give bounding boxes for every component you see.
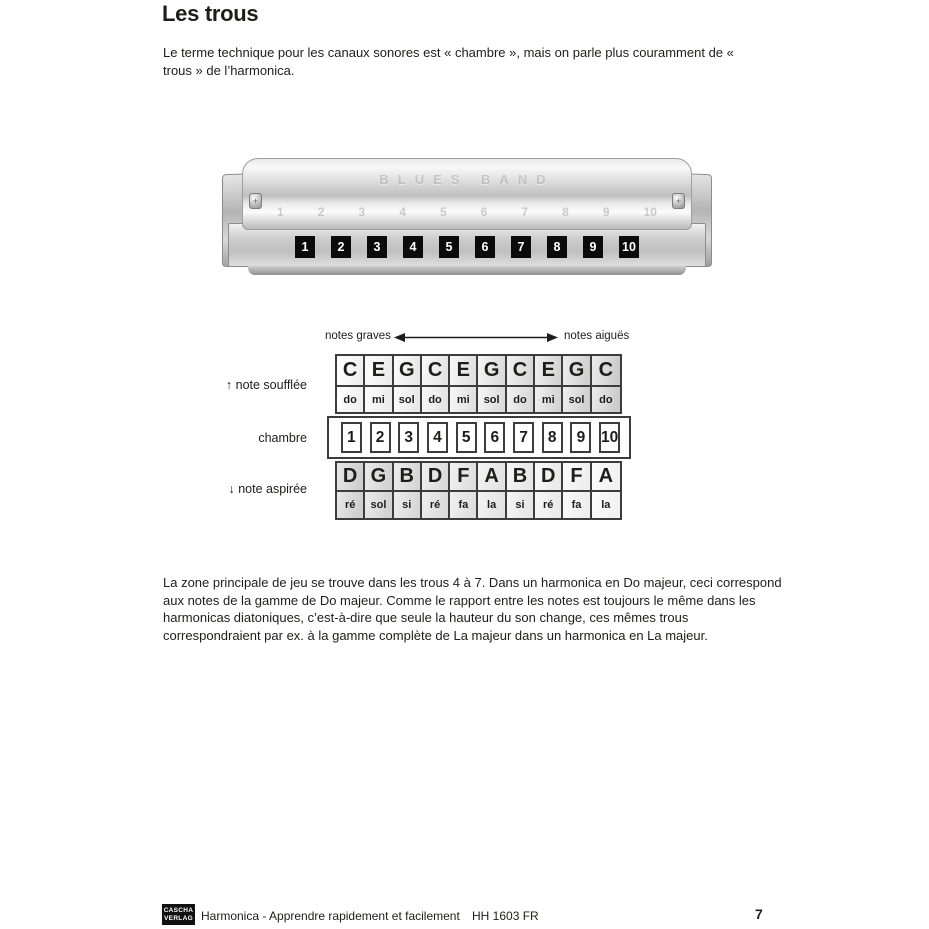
screw-icon: +: [672, 193, 685, 209]
blow-solfege-cell: sol: [563, 387, 591, 412]
publisher-logo-line2: VERLAG: [164, 914, 193, 922]
draw-solfege-cell: ré: [422, 492, 450, 518]
harmonica-embossed-numbers: 1 2 3 4 5 6 7 8 9 10: [277, 205, 657, 219]
draw-note-cell: A: [592, 463, 620, 492]
draw-solfege-cell: sol: [365, 492, 393, 518]
blow-note-cell: G: [563, 356, 591, 387]
draw-note-cell: G: [365, 463, 393, 492]
draw-note-cell: B: [394, 463, 422, 492]
draw-solfege-cell: ré: [337, 492, 365, 518]
blow-solfege-cell: do: [337, 387, 365, 412]
blow-solfege-cell: mi: [535, 387, 563, 412]
hole-number-tab: 3: [367, 236, 387, 258]
blow-note-cell: C: [592, 356, 620, 387]
blow-note-cell: G: [478, 356, 506, 387]
draw-note-cell: D: [422, 463, 450, 492]
page-title: Les trous: [162, 1, 259, 26]
chamber-number-cell: 10: [599, 422, 620, 453]
low-notes-label: notes graves: [325, 330, 391, 342]
publisher-logo: [162, 904, 195, 925]
double-arrow-icon: [394, 331, 558, 344]
chamber-row: [327, 416, 631, 459]
draw-note-cell: D: [337, 463, 365, 492]
draw-solfege-cell: si: [394, 492, 422, 518]
harmonica-cover-plate: [242, 158, 692, 230]
chamber-number-cell: 3: [398, 422, 419, 453]
chamber-row-label: chambre: [258, 431, 307, 445]
hole-number-tab: 7: [511, 236, 531, 258]
draw-solfege-cell: fa: [563, 492, 591, 518]
body-paragraph: La zone principale de jeu se trouve dans les trous 4 à 7. Dans un harmonica en Do majeur, ceci correspond aux notes de la gamme de Do majeur. Comme le rapport entre les notes est toujours le même dans les harmonicas diatoniques, c’est-à-dire que seule la hauteur du son change, ces mêmes trous correspondraient par ex. à la gamme complète de La majeur dans un harmonica en La majeur.: [163, 575, 782, 643]
harmonica-bottom-plate: [248, 266, 686, 275]
blow-note-cell: E: [450, 356, 478, 387]
hole-number-tab: 6: [475, 236, 495, 258]
page-number: 7: [755, 906, 763, 922]
draw-solfege-cell: fa: [450, 492, 478, 518]
chamber-number-cell: 1: [341, 422, 362, 453]
hole-number-tab: 2: [331, 236, 351, 258]
harmonica-illustration: [222, 155, 712, 277]
footer-book-title: Harmonica - Apprendre rapidement et facilement: [201, 909, 460, 923]
blow-solfege-cell: do: [592, 387, 620, 412]
draw-note-cell: A: [478, 463, 506, 492]
chamber-number-cell: 4: [427, 422, 448, 453]
draw-solfege-cell: ré: [535, 492, 563, 518]
draw-solfege-cell: la: [478, 492, 506, 518]
draw-note-cell: F: [450, 463, 478, 492]
blow-note-cell: C: [337, 356, 365, 387]
hole-number-tab: 4: [403, 236, 423, 258]
footer-item-code: HH 1603 FR: [472, 909, 539, 923]
blow-note-cell: C: [422, 356, 450, 387]
chamber-number-cell: 9: [570, 422, 591, 453]
publisher-logo-line1: CASCHA: [163, 906, 194, 914]
draw-note-cell: D: [535, 463, 563, 492]
hole-number-tab: 8: [547, 236, 567, 258]
hole-number-tab: 1: [295, 236, 315, 258]
blow-solfege-cell: do: [422, 387, 450, 412]
blow-note-cell: E: [365, 356, 393, 387]
harmonica-hole-numbers: [295, 236, 639, 258]
hole-number-tab: 5: [439, 236, 459, 258]
draw-note-cell: F: [563, 463, 591, 492]
draw-notes-table: [335, 461, 622, 520]
chamber-number-cell: 8: [542, 422, 563, 453]
hole-number-tab: 10: [619, 236, 639, 258]
draw-solfege-cell: si: [507, 492, 535, 518]
blow-solfege-cell: sol: [478, 387, 506, 412]
chamber-number-cell: 2: [370, 422, 391, 453]
blow-solfege-cell: do: [507, 387, 535, 412]
draw-row-label: ↓ note aspirée: [228, 482, 307, 496]
chamber-number-cell: 6: [484, 422, 505, 453]
harmonica-brand-embossed-text: BLUES BAND: [379, 172, 555, 187]
screw-icon: +: [249, 193, 262, 209]
intro-paragraph: Le terme technique pour les canaux sonores est « chambre », mais on parle plus couramment de « trous » de l’harmonica.: [163, 45, 734, 78]
blow-notes-table: [335, 354, 622, 414]
blow-solfege-cell: mi: [450, 387, 478, 412]
blow-row-label: ↑ note soufflée: [225, 378, 307, 392]
draw-note-cell: B: [507, 463, 535, 492]
draw-solfege-cell: la: [592, 492, 620, 518]
blow-note-cell: C: [507, 356, 535, 387]
chamber-number-cell: 5: [456, 422, 477, 453]
blow-note-cell: E: [535, 356, 563, 387]
blow-solfege-cell: mi: [365, 387, 393, 412]
blow-note-cell: G: [394, 356, 422, 387]
blow-solfege-cell: sol: [394, 387, 422, 412]
hole-number-tab: 9: [583, 236, 603, 258]
high-notes-label: notes aiguës: [564, 330, 630, 342]
chamber-number-cell: 7: [513, 422, 534, 453]
